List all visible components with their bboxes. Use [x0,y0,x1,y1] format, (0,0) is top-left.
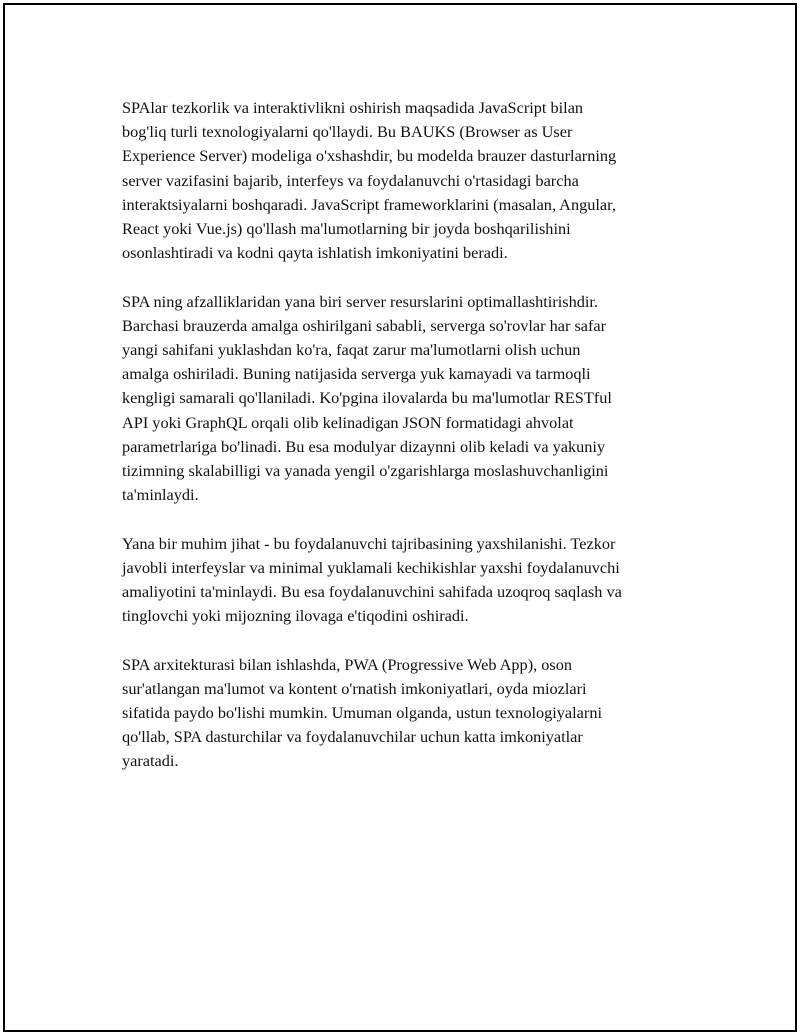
text-line: API yoki GraphQL orqali olib kelinadigan JSON formatidagi ahvolat [122,412,574,432]
text-line: parametrlariga bo'linadi. Bu esa modulyar dizaynni olib keladi va yakuniy [122,436,606,456]
text-line: SPA ning afzalliklaridan yana biri server resurslarini optimallashtirishdir. [122,291,598,311]
text-line: sur'atlangan ma'lumot va kontent o'rnatish imkoniyatlari, oyda miozlari [122,678,587,698]
paragraph-4 [122,653,697,774]
text-line: amaliyotini ta'minlaydi. Bu esa foydalanuvchini sahifada uzoqroq saqlash va [122,582,622,602]
text-line: server vazifasini bajarib, interfeys va foydalanuvchi o'rtasidagi barcha [122,170,579,190]
text-line: React yoki Vue.js) qo'llash ma'lumotlarning bir joyda boshqarilishini [122,219,571,239]
paragraph-1 [122,96,697,265]
text-line: osonlashtiradi va kodni qayta ishlatish imkoniyatini beradi. [122,243,508,263]
paragraph-3 [122,532,697,629]
text-line: yangi sahifani yuklashdan ko'ra, faqat zarur ma'lumotlarni olish uchun [122,340,581,360]
text-line: Yana bir muhim jihat - bu foydalanuvchi tajribasining yaxshilanishi. Tezkor [122,533,616,553]
text-line: javobli interfeyslar va minimal yuklamali kechikishlar yaxshi foydalanuvchi [122,557,620,577]
text-line: Experience Server) modeliga o'xshashdir, bu modelda brauzer dasturlarning [122,146,617,166]
text-line: tizimning skalabilligi va yanada yengil o'zgarishlarga moslashuvchanligini [122,461,609,481]
text-line: kengligi samarali qo'llaniladi. Ko'pgina ilovalarda bu ma'lumotlar RESTful [122,388,612,408]
text-line: Barchasi brauzerda amalga oshirilgani sababli, serverga so'rovlar har safar [122,315,607,335]
text-line: sifatida paydo bo'lishi mumkin. Umuman olganda, ustun texnologiyalarni [122,703,602,723]
document-body [122,96,697,798]
text-line: amalga oshiriladi. Buning natijasida serverga yuk kamayadi va tarmoqli [122,364,591,384]
text-line: bog'liq turli texnologiyalarni qo'llaydi. Bu BAUKS (Browser as User [122,122,573,142]
text-line: tinglovchi yoki mijozning ilovaga e'tiqodini oshiradi. [122,606,469,626]
text-line: SPA arxitekturasi bilan ishlashda, PWA (Progressive Web App), oson [122,654,573,674]
text-line: interaktsiyalarni boshqaradi. JavaScript frameworklarini (masalan, Angular, [122,194,616,214]
text-line: ta'minlaydi. [122,485,199,505]
paragraph-2 [122,290,697,508]
text-line: yaratadi. [122,751,179,771]
text-line: SPAlar tezkorlik va interaktivlikni oshirish maqsadida JavaScript bilan [122,98,584,117]
page-frame [3,3,797,1032]
text-line: qo'llab, SPA dasturchilar va foydalanuvchilar uchun katta imkoniyatlar [122,727,583,747]
